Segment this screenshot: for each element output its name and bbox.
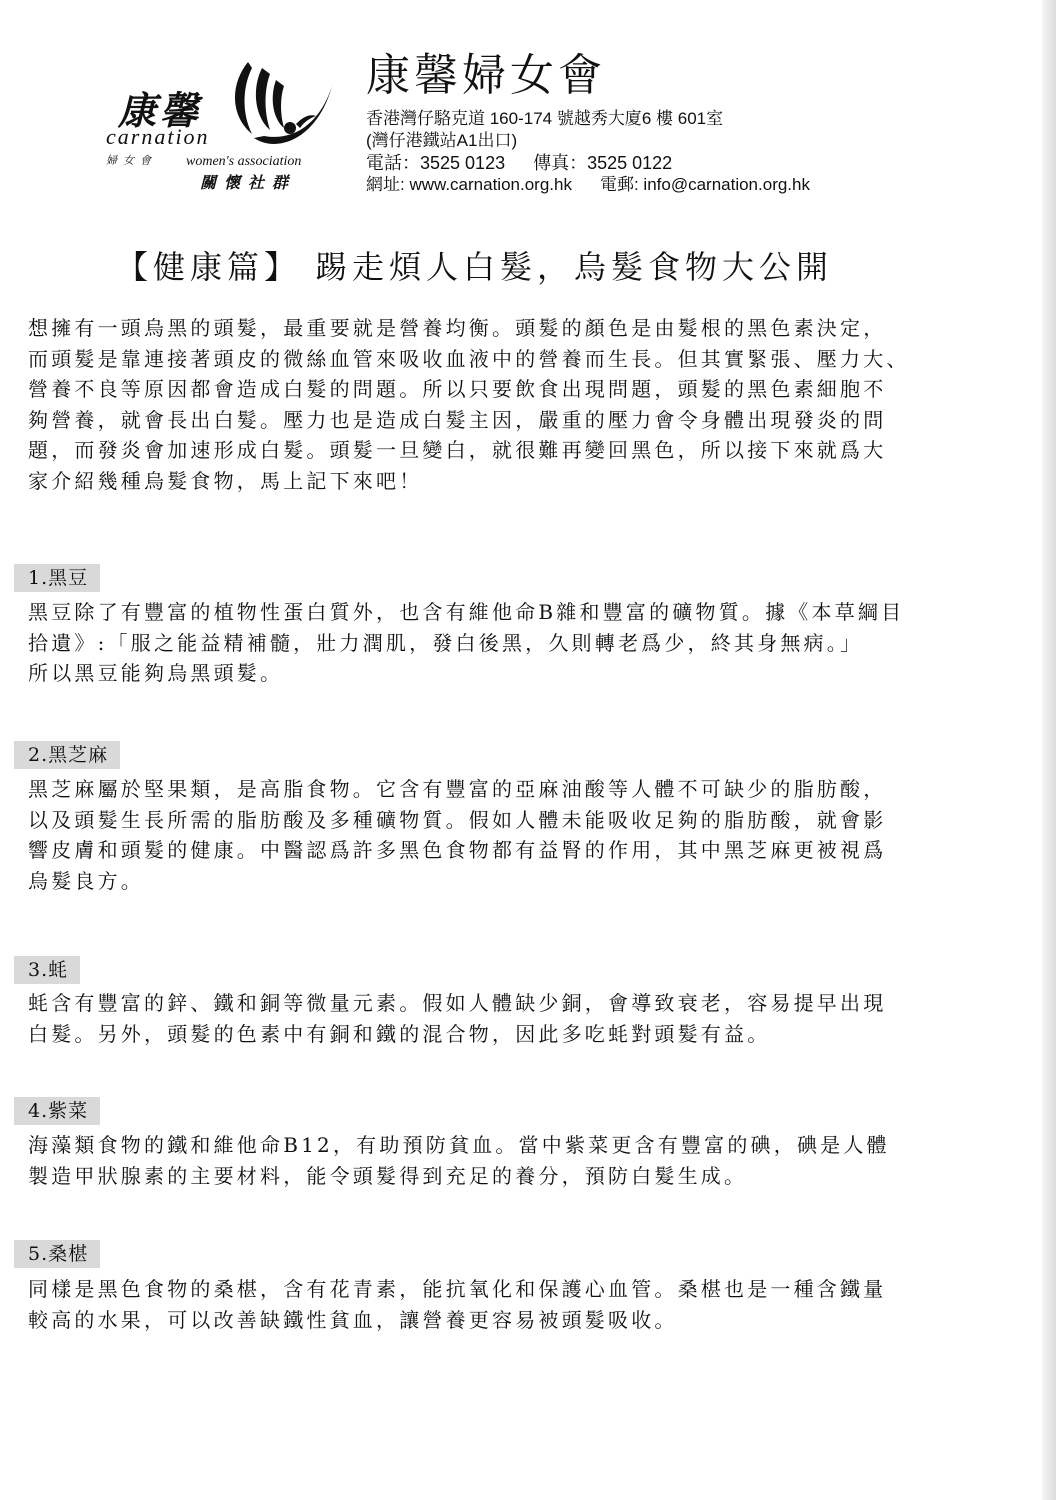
section-heading-black-sesame: 2.黑芝麻: [14, 741, 120, 769]
organization-info: [366, 50, 810, 196]
text-line: 營養不良等原因都會造成白髮的問題。所以只要飲食出現問題，頭髮的黑色素細胞不: [28, 377, 887, 401]
section-body-seaweed: [28, 1130, 1008, 1191]
text-line: 以及頭髮生長所需的脂肪酸及多種礦物質。假如人體未能吸收足夠的脂肪酸，就會影: [28, 807, 887, 832]
title-tag: 【健康篇】: [116, 248, 302, 286]
section-heading-seaweed: 4.紫菜: [14, 1097, 100, 1125]
title-text: 踢走煩人白髮，烏髮食物大公開: [315, 248, 834, 286]
text-line: 而頭髮是靠連接著頭皮的微絲血管來吸收血液中的營養而生長。但其實緊張、壓力大、: [28, 346, 910, 371]
text-line: 拾遺》:「服之能益精補髓，壯力潤肌，發白後黑，久則轉老爲少，終其身無病。」: [28, 630, 864, 655]
carnation-logo: [100, 58, 350, 208]
text-line: 家介紹幾種烏髮食物，馬上記下來吧！: [28, 468, 423, 493]
section-body-black-beans: [28, 597, 1008, 689]
text-line: 較高的水果，可以改善缺鐵性貧血，讓營養更容易被頭髮吸收。: [28, 1307, 678, 1332]
text-line: 白髮。另外，頭髮的色素中有銅和鐵的混合物，因此多吃蚝對頭髮有益。: [28, 1021, 771, 1046]
text-line: 蚝含有豐富的鋅、鐵和銅等微量元素。假如人體缺少銅，會導致衰老，容易提早出現: [28, 991, 887, 1015]
logo-subtitle-chinese: 婦女會: [106, 154, 157, 167]
telephone: 電話：3525 0123: [366, 153, 506, 173]
intro-paragraph: [28, 313, 1008, 496]
address-note: (灣仔港鐵站A1出口): [366, 131, 518, 150]
article-title: [116, 242, 833, 288]
section-body-mulberry: [28, 1274, 1008, 1335]
text-line: 所以黑豆能夠烏黑頭髮。: [28, 661, 284, 685]
logo-subtitle-english: women's association: [186, 154, 302, 169]
section-heading-oyster: 3.蚝: [14, 956, 80, 984]
email-link[interactable]: 電郵: info@carnation.org.hk: [599, 175, 810, 194]
text-line: 黑芝麻屬於堅果類，是高脂食物。它含有豐富的亞麻油酸等人體不可缺少的脂肪酸，: [28, 777, 887, 801]
text-line: 夠營養，就會長出白髮。壓力也是造成白髮主因，嚴重的壓力會令身體出現發炎的問: [28, 407, 887, 432]
section-body-black-sesame: [28, 774, 1008, 896]
text-line: 製造甲狀腺素的主要材料，能令頭髮得到充足的養分，預防白髮生成。: [28, 1163, 748, 1188]
text-line: 響皮膚和頭髮的健康。中醫認爲許多黑色食物都有益腎的作用，其中黑芝麻更被視爲: [28, 838, 887, 862]
section-heading-mulberry: 5.桑椹: [14, 1240, 100, 1268]
organization-name: 康馨婦女會: [366, 50, 606, 101]
logo-chinese-name: 康馨: [118, 88, 203, 133]
section-body-oyster: [28, 988, 1008, 1049]
fax: 傳真：3525 0122: [533, 153, 673, 173]
section-heading-black-beans: 1.黑豆: [14, 564, 100, 592]
address: 香港灣仔駱克道 160-174 號越秀大廈6 樓 601室: [366, 109, 724, 128]
contact-web-email: [366, 174, 810, 196]
text-line: 題，而發炎會加速形成白髮。頭髮一旦變白，就很難再變回黑色，所以接下來就爲大: [28, 438, 887, 462]
text-line: 海藻類食物的鐵和維他命B12，有助預防貧血。當中紫菜更含有豐富的碘，碘是人體: [28, 1133, 890, 1157]
text-line: 烏髮良方。: [28, 868, 144, 893]
text-line: 同樣是黑色食物的桑椹，含有花青素，能抗氧化和保護心血管。桑椹也是一種含鐵量: [28, 1277, 887, 1301]
text-line: 黑豆除了有豐富的植物性蛋白質外，也含有維他命B雜和豐富的礦物質。據《本草綱目: [28, 600, 905, 624]
website-link[interactable]: 網址: www.carnation.org.hk: [366, 175, 572, 194]
contact-phone-fax: [366, 152, 810, 174]
phoenix-wings-icon: [218, 58, 338, 150]
logo-english-name: carnation: [106, 124, 210, 149]
text-line: 想擁有一頭烏黑的頭髮，最重要就是營養均衡。頭髮的顏色是由髮根的黑色素決定，: [28, 316, 887, 340]
logo-slogan: 關懷社群: [200, 173, 297, 192]
scan-edge: [1042, 0, 1056, 1500]
